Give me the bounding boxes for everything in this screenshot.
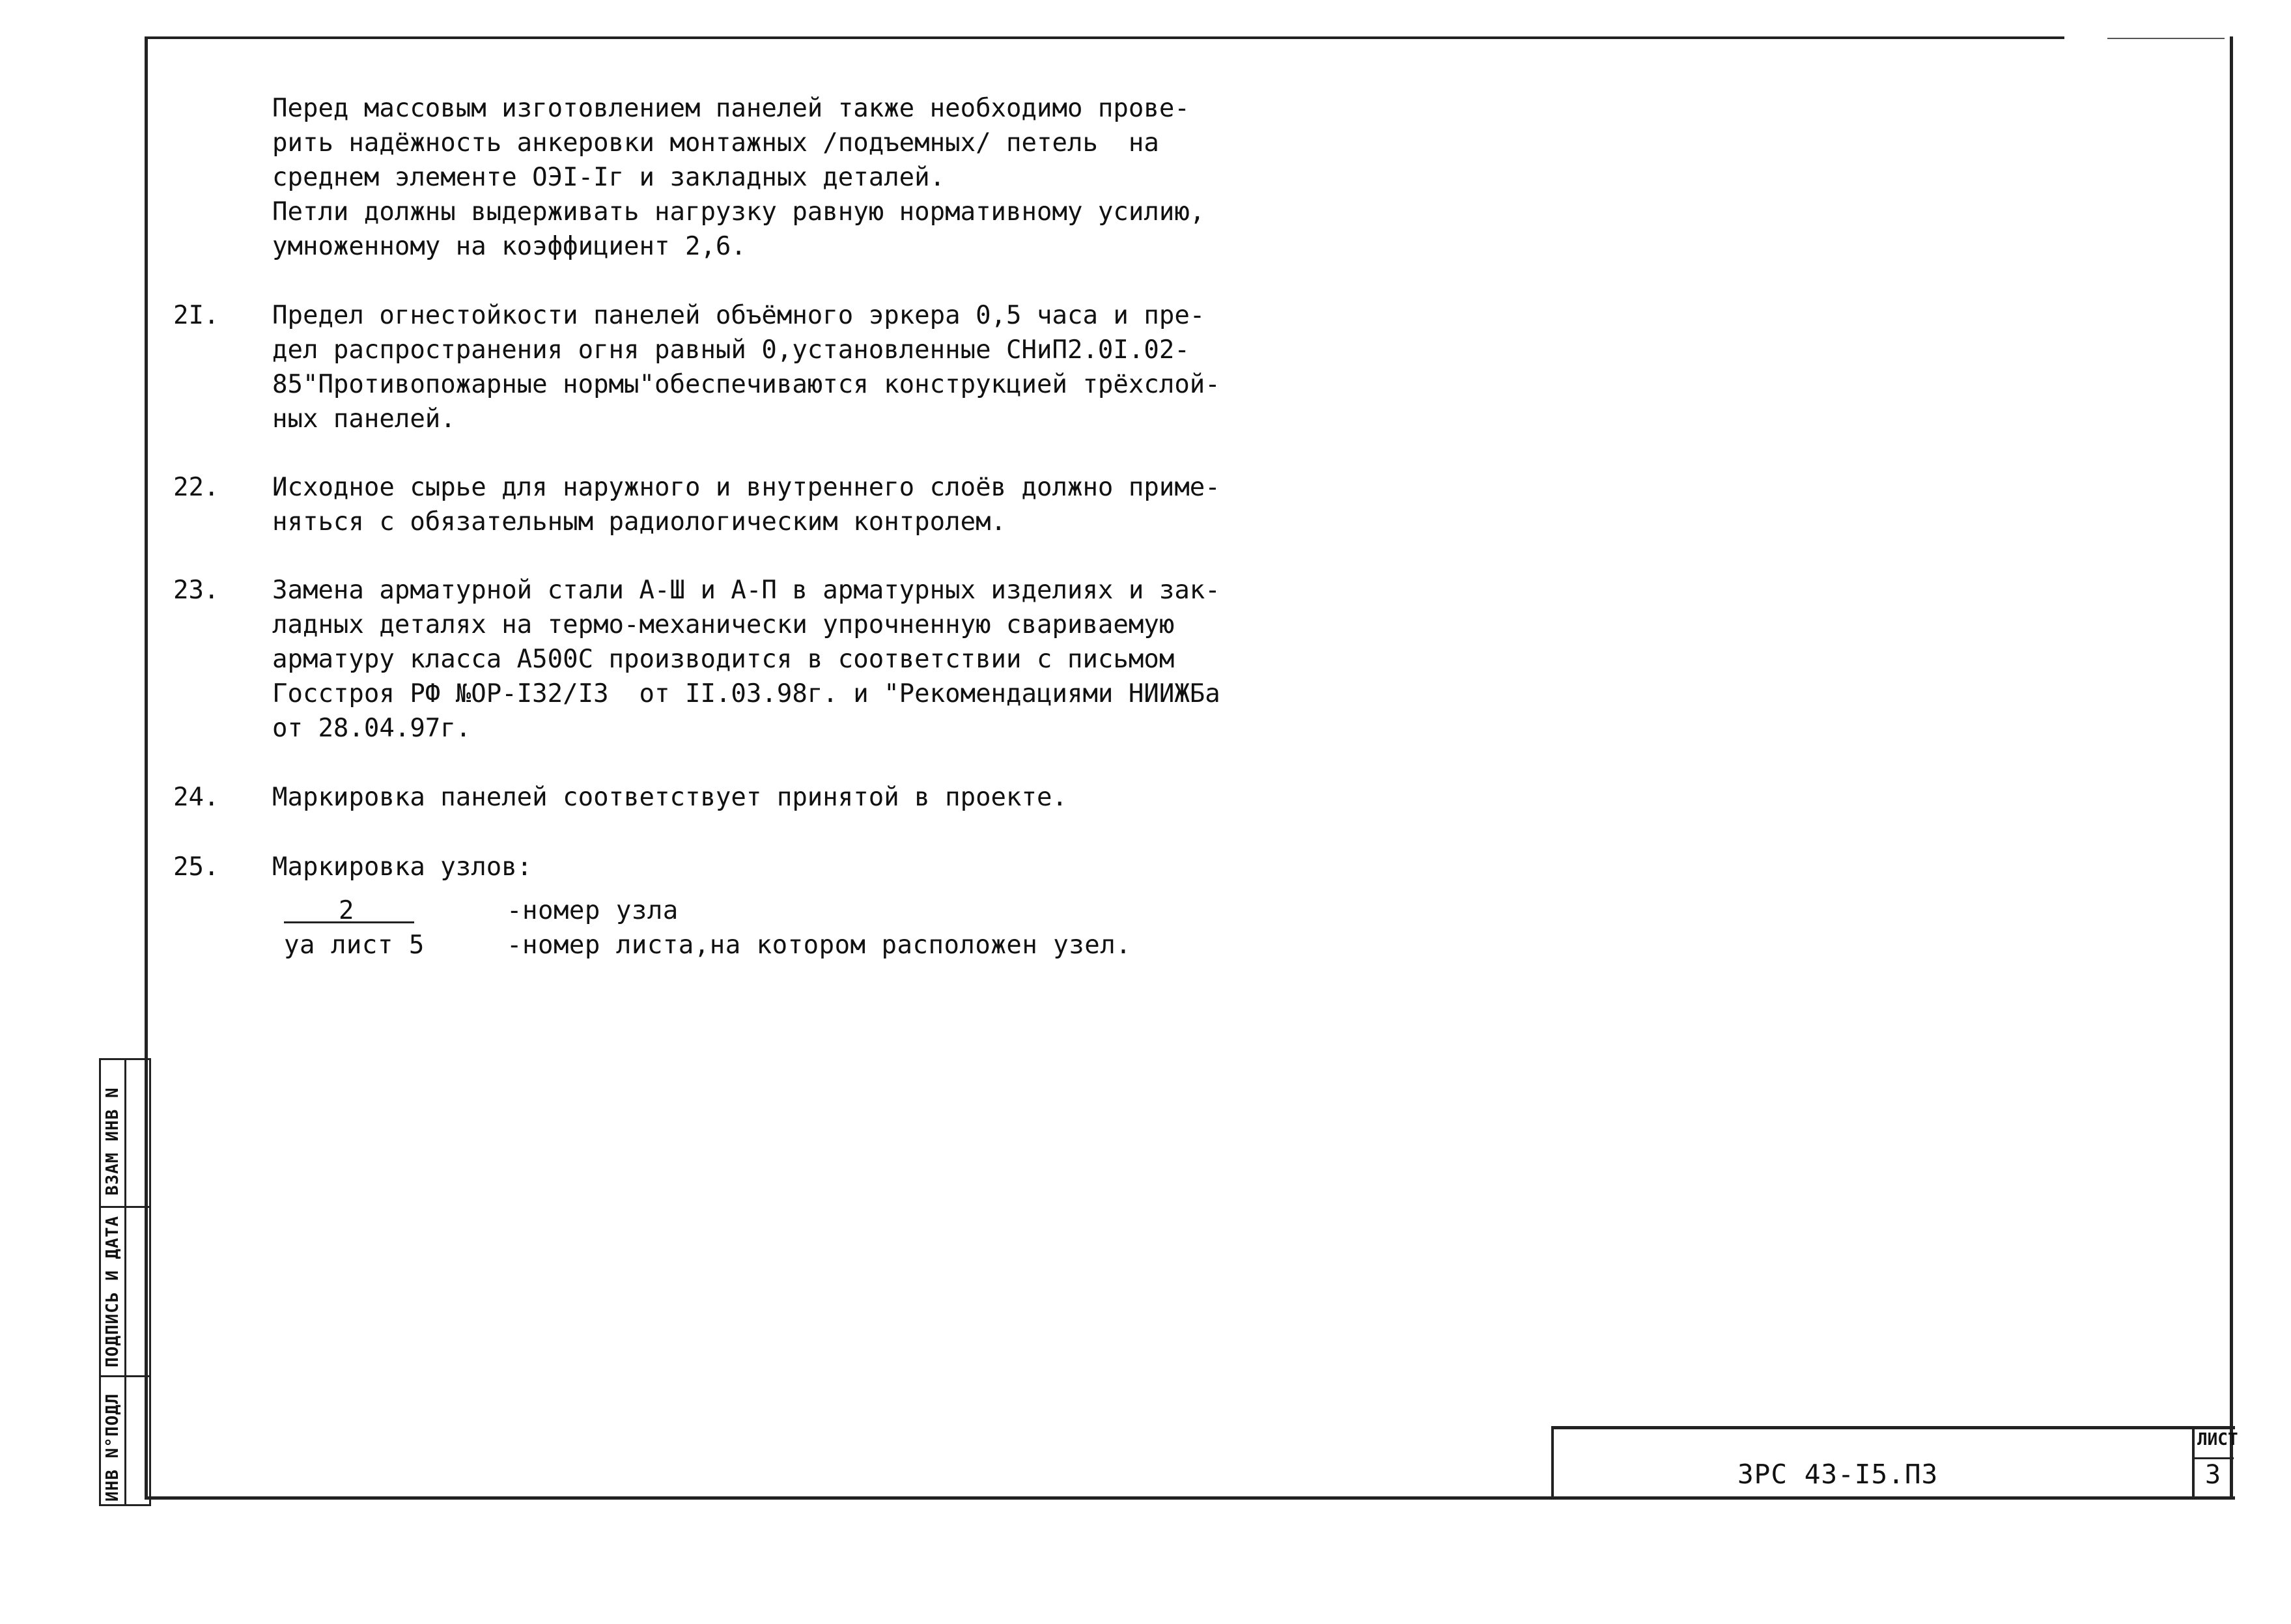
item-line: няться с обязательным радиологическим контролем.	[272, 507, 1007, 537]
item-text	[272, 573, 1220, 746]
stamp-label-vzam-inv: ВЗАМ ИНВ N	[103, 1087, 122, 1196]
item-line: Предел огнестойкости панелей объёмного эркера 0,5 часа и пре-	[272, 301, 1205, 330]
item-line: Госстроя РФ №ОР-I32/I3 от II.03.98г. и "Рекомендациями НИИЖБа	[272, 679, 1220, 708]
node-key-denominator-desc: -номер листа,на котором расположен узел.	[507, 931, 1132, 960]
frame-right-border	[2230, 36, 2233, 1499]
title-block-left-border	[1551, 1426, 1554, 1498]
item-line: дел распространения огня равный 0,установленные СНиП2.0I.02-	[272, 335, 1190, 365]
node-key-fraction-line	[284, 921, 414, 923]
sheet-label: ЛИСТ	[2197, 1430, 2238, 1449]
document-code: ЗРС 43-I5.ПЗ	[1737, 1459, 1939, 1490]
item-text	[272, 470, 1220, 539]
item-line: Маркировка узлов:	[272, 852, 533, 882]
node-key-numerator: 2	[339, 896, 354, 925]
item-text	[272, 780, 1067, 815]
title-block-top-border	[1551, 1426, 2235, 1429]
intro-line: среднем элементе ОЭI-Iг и закладных деталей.	[272, 163, 946, 192]
item-number: 25.	[173, 852, 219, 882]
item-number: 22.	[173, 473, 219, 502]
item-line: ладных деталях на термо-механически упрочненную свариваемую	[272, 610, 1175, 639]
item-line: Маркировка панелей соответствует принятой в проекте.	[272, 783, 1067, 812]
item-number: 23.	[173, 576, 219, 605]
intro-line: Петли должны выдерживать нагрузку равную нормативному усилию,	[272, 197, 1205, 227]
item-line: от 28.04.97г.	[272, 714, 471, 743]
intro-paragraph	[272, 91, 1205, 264]
node-key-denominator: уа лист 5	[284, 931, 425, 960]
stamp-label-inv-podl: ИНВ N°ПОДЛ	[103, 1393, 122, 1502]
item-number: 2I.	[173, 301, 219, 330]
title-block-sheet-divider	[2192, 1426, 2195, 1498]
item-line: ных панелей.	[272, 404, 456, 434]
item-text	[272, 298, 1220, 436]
frame-bottom-border	[145, 1496, 2235, 1500]
sheet-number: 3	[2205, 1460, 2221, 1490]
intro-line: умноженному на коэффициент 2,6.	[272, 232, 746, 261]
stamp-label-podpis-data: ПОДПИСЬ И ДАТА	[103, 1215, 122, 1367]
item-number: 24.	[173, 783, 219, 812]
node-key-numerator-desc: -номер узла	[507, 896, 679, 925]
item-text	[272, 850, 532, 884]
side-stamp-divider	[99, 1375, 151, 1377]
item-line: Замена арматурной стали А-Ш и А-П в арматурных изделиях и зак-	[272, 576, 1220, 605]
intro-line: Перед массовым изготовлением панелей также необходимо прове-	[272, 94, 1190, 123]
item-line: Исходное сырье для наружного и внутреннего слоёв должно приме-	[272, 473, 1220, 502]
frame-top-right-line	[2107, 38, 2225, 39]
item-line: арматуру класса А500С производится в соответствии с письмом	[272, 645, 1175, 674]
frame-top-border	[145, 36, 2064, 39]
side-stamp-divider	[99, 1206, 151, 1208]
item-line: 85"Противопожарные нормы"обеспечиваются конструкцией трёхслой-	[272, 370, 1220, 399]
intro-line: рить надёжность анкеровки монтажных /подъемных/ петель на	[272, 128, 1159, 158]
title-block-sheet-label-line	[2192, 1457, 2234, 1459]
